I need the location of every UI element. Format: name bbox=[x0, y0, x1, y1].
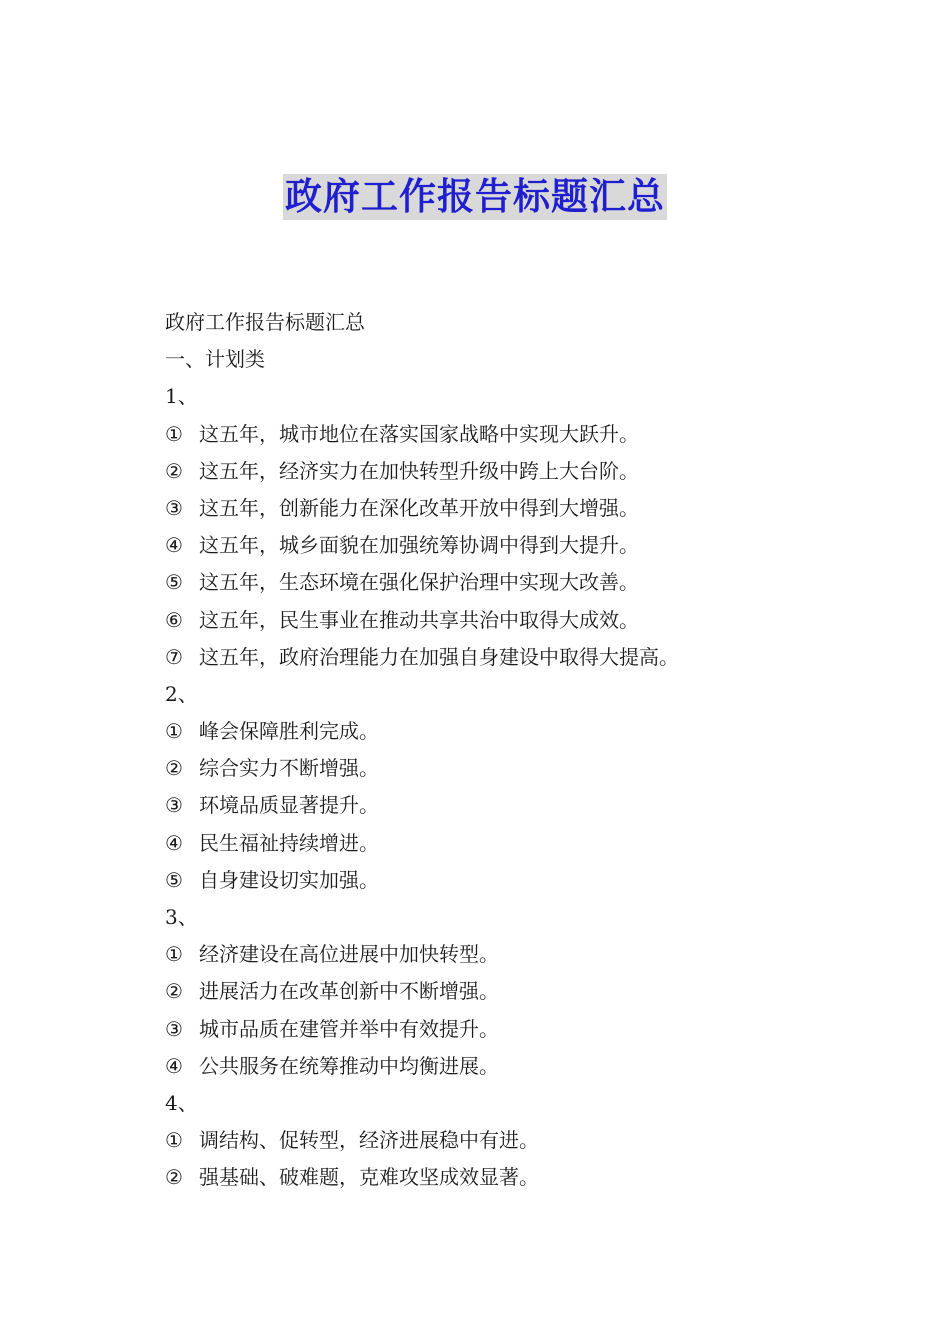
list-marker: ③ bbox=[165, 495, 183, 520]
list-item bbox=[165, 564, 805, 601]
list-item bbox=[165, 416, 805, 453]
page-title: 政府工作报告标题汇总 bbox=[285, 175, 665, 218]
list-item bbox=[165, 1122, 805, 1159]
list-marker: ④ bbox=[165, 830, 183, 855]
group-label: 2、 bbox=[165, 681, 198, 706]
list-marker: ① bbox=[165, 421, 183, 446]
group-label: 1、 bbox=[165, 384, 198, 409]
list-marker: ⑤ bbox=[165, 867, 183, 892]
list-item bbox=[165, 602, 805, 639]
list-item-text: 自身建设切实加强。 bbox=[199, 867, 379, 892]
list-item-text: 这五年，政府治理能力在加强自身建设中取得大提高。 bbox=[199, 644, 679, 669]
page-title-container bbox=[0, 174, 950, 220]
list-item-text: 这五年，城乡面貌在加强统筹协调中得到大提升。 bbox=[199, 533, 639, 558]
list-marker: ④ bbox=[165, 533, 183, 558]
list-item bbox=[165, 639, 805, 676]
group-label: 3、 bbox=[165, 905, 198, 929]
list-item-text: 这五年，创新能力在深化改革开放中得到大增强。 bbox=[199, 495, 639, 520]
list-item bbox=[165, 750, 805, 787]
list-item-text: 公共服务在统筹推动中均衡进展。 bbox=[199, 1053, 499, 1078]
list-marker: ③ bbox=[165, 793, 183, 818]
list-item bbox=[165, 713, 805, 750]
list-item-text: 进展活力在改革创新中不断增强。 bbox=[199, 979, 499, 1004]
list-item bbox=[165, 825, 805, 862]
list-marker: ⑦ bbox=[165, 644, 183, 669]
list-item-text: 这五年，经济实力在加快转型升级中跨上大台阶。 bbox=[199, 458, 639, 483]
list-marker: ① bbox=[165, 719, 183, 744]
list-marker: ① bbox=[165, 1128, 183, 1153]
document-subtitle: 政府工作报告标题汇总 bbox=[165, 310, 365, 334]
list-marker: ② bbox=[165, 979, 183, 1004]
list-item bbox=[165, 527, 805, 564]
list-marker: ⑥ bbox=[165, 607, 183, 632]
list-item-text: 强基础、破难题，克难攻坚成效显著。 bbox=[199, 1165, 539, 1190]
list-marker: ② bbox=[165, 1165, 183, 1190]
list-item-text: 环境品质显著提升。 bbox=[199, 793, 379, 818]
list-item bbox=[165, 787, 805, 824]
list-marker: ④ bbox=[165, 1053, 183, 1078]
list-item-text: 峰会保障胜利完成。 bbox=[199, 719, 379, 744]
list-item-text: 综合实力不断增强。 bbox=[199, 756, 379, 781]
list-item bbox=[165, 1011, 805, 1048]
list-marker: ⑤ bbox=[165, 570, 183, 595]
list-item-text: 这五年，民生事业在推动共享共治中取得大成效。 bbox=[199, 607, 639, 632]
list-marker: ② bbox=[165, 756, 183, 781]
list-item bbox=[165, 936, 805, 973]
list-marker: ② bbox=[165, 458, 183, 483]
list-item bbox=[165, 1159, 805, 1196]
list-item bbox=[165, 490, 805, 527]
list-marker: ① bbox=[165, 942, 183, 967]
list-item-text: 这五年，城市地位在落实国家战略中实现大跃升。 bbox=[199, 421, 639, 446]
list-item-text: 经济建设在高位进展中加快转型。 bbox=[199, 942, 499, 967]
list-item-text: 民生福祉持续增进。 bbox=[199, 830, 379, 855]
section-heading: 一、计划类 bbox=[165, 347, 265, 372]
group-label: 4、 bbox=[165, 1090, 198, 1115]
document-body bbox=[165, 304, 805, 1197]
list-item bbox=[165, 1048, 805, 1085]
list-item bbox=[165, 862, 805, 899]
list-item bbox=[165, 973, 805, 1010]
list-item-text: 调结构、促转型，经济进展稳中有进。 bbox=[199, 1128, 539, 1153]
list-item-text: 这五年，生态环境在强化保护治理中实现大改善。 bbox=[199, 570, 639, 595]
list-item-text: 城市品质在建管并举中有效提升。 bbox=[199, 1016, 499, 1041]
list-item bbox=[165, 453, 805, 490]
list-marker: ③ bbox=[165, 1016, 183, 1041]
